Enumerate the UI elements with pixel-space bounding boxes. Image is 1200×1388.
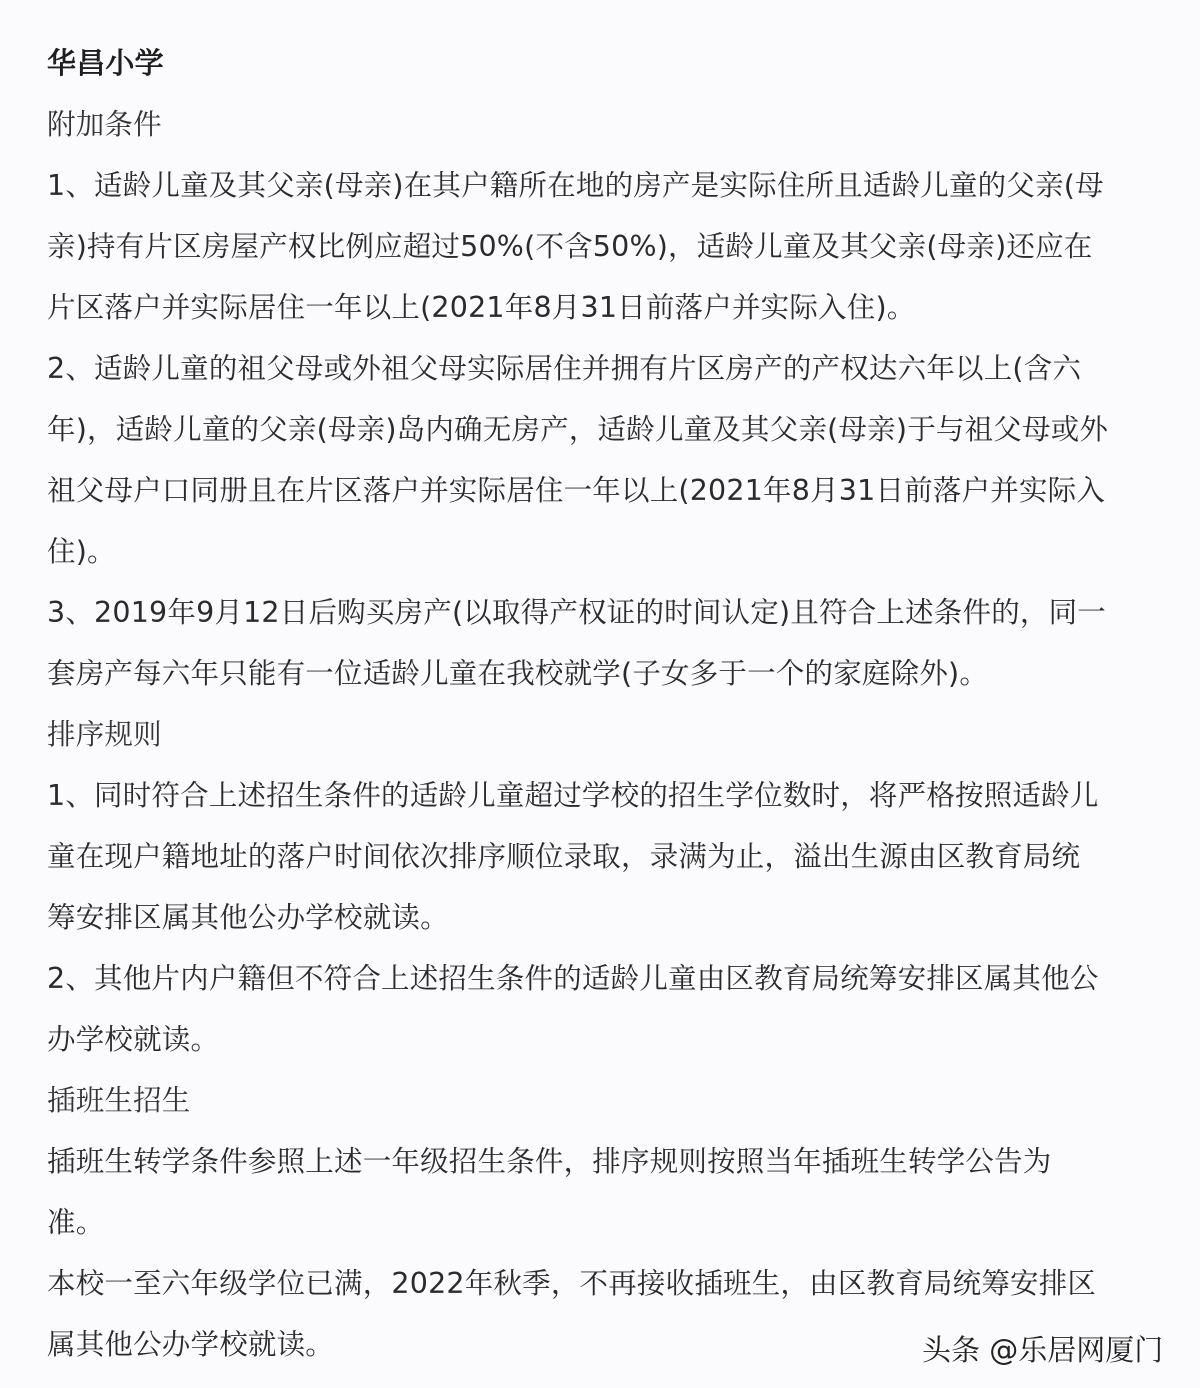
school-title: 华昌小学 xyxy=(47,46,164,80)
section-ranking-rules xyxy=(47,704,1167,1070)
paragraph-line: 童在现户籍地址的落户时间依次排序顺位录取，录满为止，溢出生源由区教育局统 xyxy=(47,840,1081,873)
paragraph-line: 2、其他片内户籍但不符合上述招生条件的适龄儿童由区教育局统筹安排区属其他公 xyxy=(47,962,1099,995)
section-heading: 排序规则 xyxy=(47,718,162,751)
section-heading: 插班生招生 xyxy=(47,1084,191,1117)
paragraph-line: 2、适龄儿童的祖父母或外祖父母实际居住并拥有片区房产的产权达六年以上(含六 xyxy=(47,352,1082,385)
paragraph-line: 祖父母户口同册且在片区落户并实际居住一年以上(2021年8月31日前落户并实际入 xyxy=(47,474,1106,507)
paragraph-line: 筹安排区属其他公办学校就读。 xyxy=(47,901,449,934)
paragraph-line: 插班生转学条件参照上述一年级招生条件，排序规则按照当年插班生转学公告为 xyxy=(47,1145,1052,1178)
paragraph-line: 1、同时符合上述招生条件的适龄儿童超过学校的招生学位数时，将严格按照适龄儿 xyxy=(47,779,1099,812)
paragraph-line: 本校一至六年级学位已满，2022年秋季，不再接收插班生，由区教育局统筹安排区 xyxy=(47,1267,1097,1300)
document-body xyxy=(47,33,1167,1375)
section-heading: 附加条件 xyxy=(47,108,162,141)
paragraph-line: 3、2019年9月12日后购买房产(以取得产权证的时间认定)且符合上述条件的，同一 xyxy=(47,596,1107,629)
paragraph-line: 属其他公办学校就读。 xyxy=(47,1328,335,1361)
paragraph-line: 年)，适龄儿童的父亲(母亲)岛内确无房产，适龄儿童及其父亲(母亲)于与祖父母或外 xyxy=(47,413,1109,446)
paragraph-line: 1、适龄儿童及其父亲(母亲)在其户籍所在地的房产是实际住所且适龄儿童的父亲(母 xyxy=(47,169,1104,202)
paragraph-line: 办学校就读。 xyxy=(47,1023,220,1056)
paragraph-line: 片区落户并实际居住一年以上(2021年8月31日前落户并实际入住)。 xyxy=(47,291,916,324)
section-additional-conditions xyxy=(47,94,1167,704)
paragraph-line: 亲)持有片区房屋产权比例应超过50%(不含50%)，适龄儿童及其父亲(母亲)还应在 xyxy=(47,230,1093,263)
paragraph-line: 套房产每六年只能有一位适龄儿童在我校就学(子女多于一个的家庭除外)。 xyxy=(47,657,989,690)
paragraph-line: 准。 xyxy=(47,1206,105,1239)
source-watermark: 头条 @乐居网厦门 xyxy=(922,1333,1164,1367)
paragraph-line: 住)。 xyxy=(47,535,116,568)
